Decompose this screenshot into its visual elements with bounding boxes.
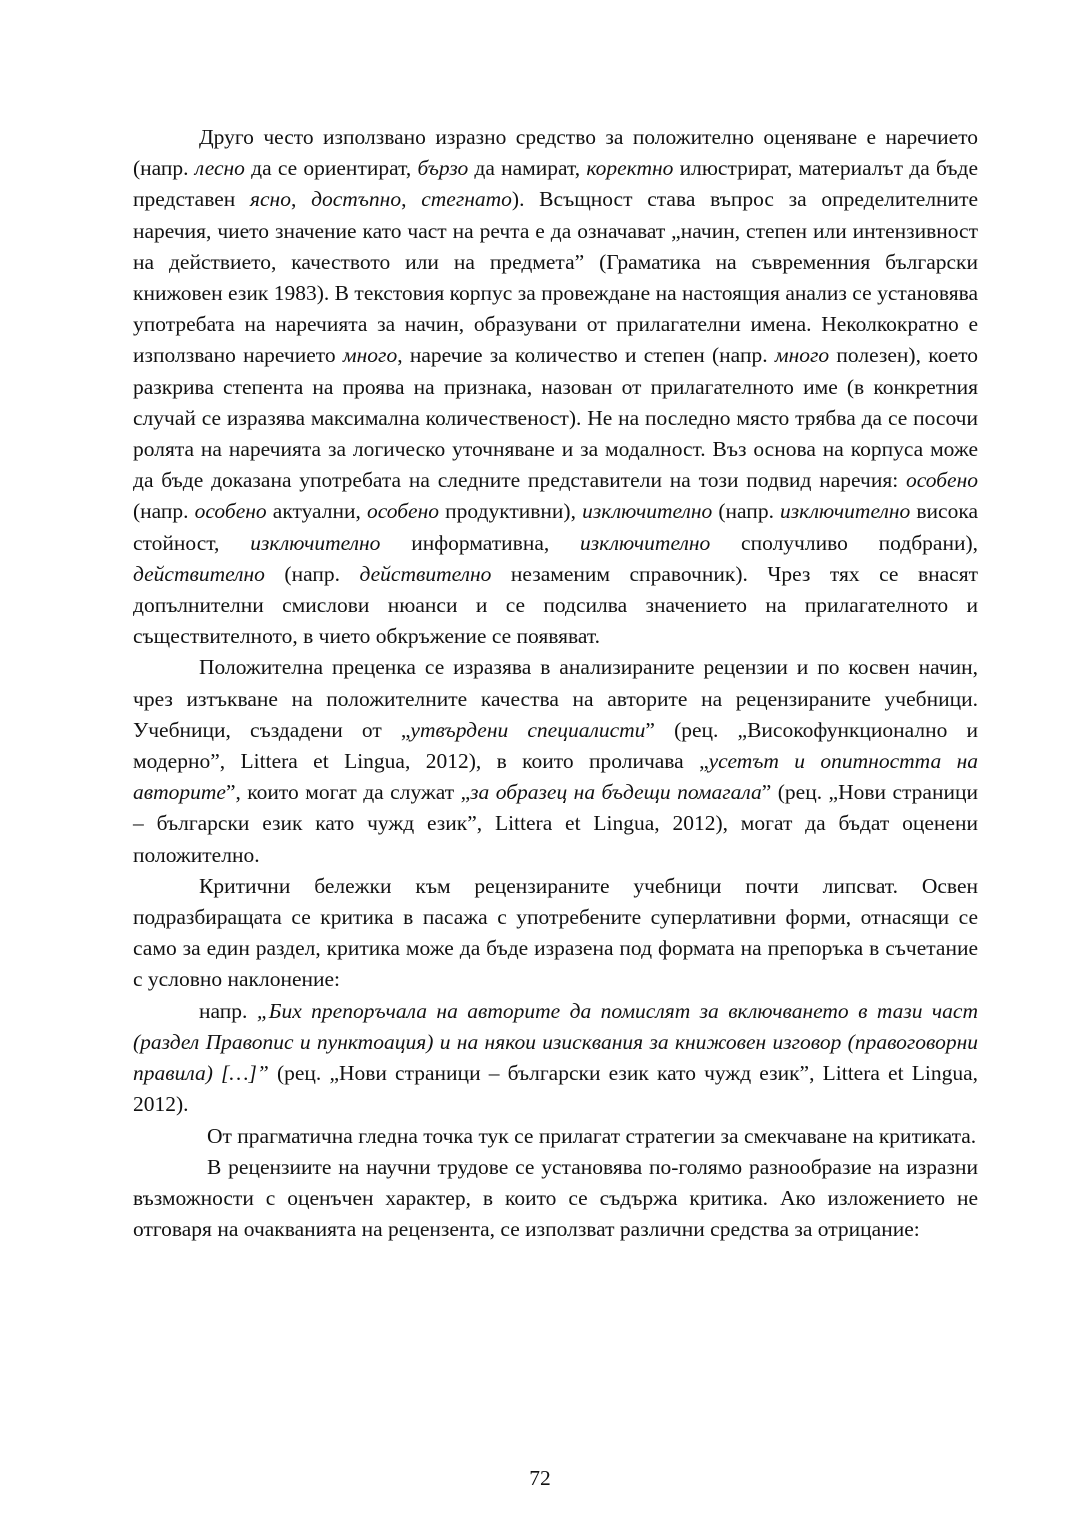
italic-text: действително (133, 561, 265, 586)
text-segment: , (401, 187, 422, 212)
italic-text: изключително (250, 530, 381, 555)
text-segment: ” (рец. „Нови страници – български език като чужд език”, Littera et Lingua, 2012), могат да бъдат оценени положително. (133, 780, 978, 867)
italic-text: усетът и опитността на авторите (133, 749, 978, 805)
text-segment: полезен), което разкрива степента на проява на признака, назован от прилагателното име (в конкретния случай се изразява максимална количественост). Не на последно място трябва да се посочи ролята на наречията за логическо уточняване и за модалност. Въз основа на корпуса може да бъде доказана употребата на следните представители на този подвид наречия: (133, 343, 978, 493)
text-segment: , наречие за количество и степен (напр. (397, 343, 775, 368)
paragraph-6 (133, 1152, 978, 1246)
italic-text: бързо (417, 156, 469, 181)
paragraph-3 (133, 871, 978, 996)
text-segment: да се ориентират, (244, 156, 418, 181)
text-segment: незаменим справочник). Чрез тях се внасят допълнителни смислови нюанси и се подсилва значението на прилагателното и съществителното, в чието обкръжение се появяват. (133, 561, 978, 649)
italic-text: особено (367, 499, 440, 524)
italic-text: изключително (582, 499, 713, 524)
text-segment: Друго често използвано изразно средство за положително оценяване е наречието (напр. (133, 125, 978, 181)
text-segment: актуални, (266, 499, 368, 524)
text-segment: висока стойност, (133, 499, 978, 555)
italic-text: изключително (580, 530, 711, 555)
italic-text: „Бих препоръчала на авторите да помислят за включването в тази част (раздел Правопис и пунктоация) и на някои изисквания за книжовен изговор (правоговорни правила) […]” (133, 998, 978, 1086)
text-segment: ). Всъщност става въпрос за определителните наречия, чието значение като част на речта е да означават „начин, степен или интензивност на действието, качеството или на предмета” (Граматика на съвременния български книжовен език 1983). В текстовия корпус за провеждане на настоящия анализ се установява употребата на наречията за начин, образувани от прилагателни имена. Неколкократно е използвано наречието (133, 187, 979, 368)
text-segment: илюстрират, материалът да бъде представен (133, 156, 978, 212)
text-segment: ”, които могат да служат „ (225, 780, 471, 805)
text-segment: (рец. „Нови страници – български език като чужд език”, Littera et Lingua, 2012). (133, 1061, 978, 1117)
italic-text: за образец на бъдещи помагала (470, 780, 762, 805)
italic-text: достъпно (311, 187, 402, 212)
text-segment: От прагматична гледна точка тук се прилагат стратегии за смекчаване на критиката. (207, 1123, 977, 1148)
text-segment: продуктивни), (439, 499, 583, 524)
italic-text: особено (906, 468, 978, 493)
italic-text: много (342, 343, 398, 368)
italic-text: коректно (586, 156, 674, 181)
italic-text: утвърдени специалисти (410, 717, 646, 742)
italic-text: ясно (250, 187, 291, 212)
page-body (133, 122, 978, 1245)
text-segment: да намират, (468, 156, 587, 181)
italic-text: лесно (194, 156, 245, 181)
text-segment: информативна, (380, 530, 581, 555)
page-number: 72 (529, 1466, 551, 1490)
italic-text: стегнато (421, 187, 512, 212)
paragraph-1 (133, 122, 978, 652)
text-segment: (напр. (264, 561, 360, 586)
text-segment: В рецензиите на научни трудове се установява по-голямо разнообразие на изразни възможности с оценъчен характер, в които се съдържа критика. Ако изложението не отговаря на очакванията на рецензента, се използват различни средства за отрицание: (133, 1154, 978, 1242)
text-segment: (напр. (712, 499, 781, 524)
paragraph-5 (133, 1121, 978, 1152)
text-segment: (напр. (133, 499, 195, 524)
italic-text: много (774, 343, 830, 368)
paragraph-4 (133, 996, 978, 1121)
text-segment: напр. (199, 998, 257, 1023)
text-segment: Критични бележки към рецензираните учебници почти липсват. Освен подразбиращата се критика в пасажа с употребените суперлативни форми, отнасящи се само за един раздел, критика може да бъде изразена под формата на препоръка в съчетание с условно наклонение: (133, 873, 978, 992)
italic-text: изключително (780, 499, 911, 524)
italic-text: особено (194, 499, 267, 524)
italic-text: действително (359, 561, 492, 586)
text-segment: Положителна преценка се изразява в анализираните рецензии и по косвен начин, чрез изтъкване на положителните качества на авторите на рецензираните учебници. Учебници, създадени от „ (133, 655, 978, 742)
paragraph-2 (133, 652, 978, 870)
text-segment: , (290, 187, 312, 212)
text-segment: ” (рец. „Високофункционално и модерно”, Littera et Lingua, 2012), в които проличава „ (133, 717, 979, 774)
text-segment: сполучливо подбрани), (710, 530, 978, 555)
